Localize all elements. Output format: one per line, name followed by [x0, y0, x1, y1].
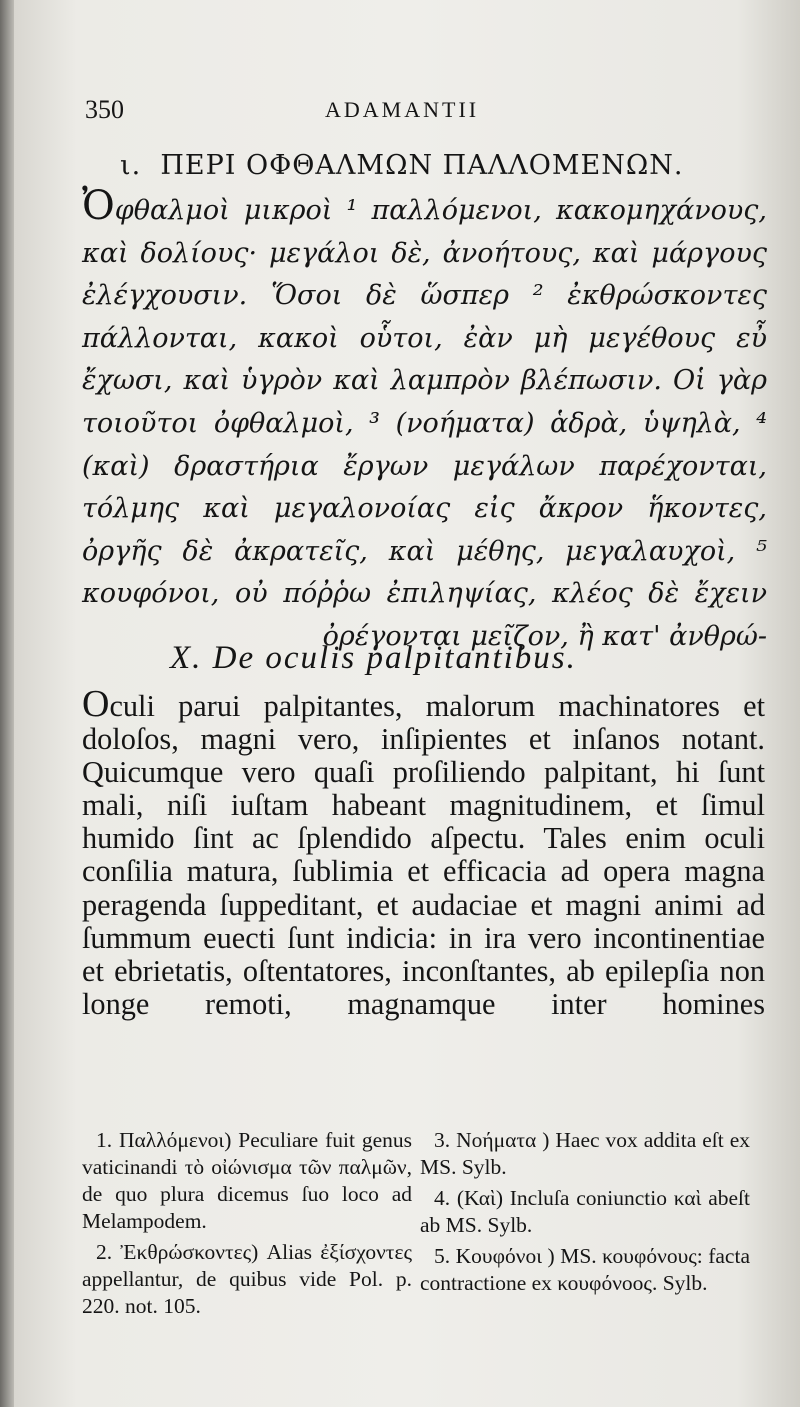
running-head — [85, 95, 735, 127]
latin-text: culi parui palpitantes, malorum machinatores et doloſos, magni vero, inſipientes et inſanos notant. Quicumque vero quaſi proſiliendo palpitant, hi ſunt mali, niſi iuſtam habeant magnitudinem, et ſimul humido ſint ac ſplendido aſpectu. Tales enim oculi conſilia matura, ſublimia et efficacia ad opera magna peragenda ſuppeditant, et audaciae et magni animi ad ſummum euecti ſunt indicia: in ira vero incontinentiae et ebrietatis, oſtentatores, inconſtantes, ab epilepſia non longe remoti, magnamque inter homines — [82, 689, 765, 1021]
running-title: ADAMANTII — [325, 97, 480, 122]
greek-paragraph — [82, 183, 767, 659]
footnotes-right-column — [420, 1127, 750, 1301]
greek-dropcap: Ὀ — [82, 183, 115, 229]
section-heading-greek — [120, 150, 740, 181]
latin-paragraph — [82, 683, 765, 1021]
footnotes-left-column — [82, 1127, 412, 1324]
footnote-2: 2. Ἐκθρώσκοντες) Alias ἐξίσχοντες appellantur, de quibus vide Pol. p. 220. not. 105. — [82, 1240, 412, 1318]
footnote-1: 1. Παλλόμενοι) Peculiare fuit genus vaticinandi τὸ οἰώνισμα τῶν παλμῶν, de quo plura dicemus ſuo loco ad Melampodem. — [82, 1128, 412, 1233]
section-title: ΠΕΡΙ ΟΦΘΑΛΜΩΝ ΠΑΛΛΟΜΕΝΩΝ. — [160, 150, 684, 181]
latin-dropcap: O — [82, 683, 110, 725]
book-gutter — [0, 0, 14, 1407]
footnote-4: 4. (Καὶ) Incluſa coniunctio καὶ abeſt ab MS. Sylb. — [420, 1186, 750, 1237]
greek-text: φθαλμοὶ μικροὶ ¹ παλλόμενοι, κακομηχάνους, καὶ δολίους· μεγάλοι δὲ, ἀνοήτους, καὶ μάργους ἐλέγχουσιν. Ὅσοι δὲ ὥσπερ ² ἐκθρώσκοντες πάλλονται, κακοὶ οὗτοι, ἐὰν μὴ μεγέθους εὖ ἔχωσι, καὶ ὑγρὸν καὶ λαμπρὸν βλέπωσιν. Οἱ γὰρ τοιοῦτοι ὀφθαλμοὶ, ³ (νοήματα) ἁδρὰ, ὑψηλὰ, ⁴ (καὶ) δραστήρια ἔργων μεγάλων παρέχονται, τόλμης καὶ μεγαλονοίας εἰς ἄκρον ἥκοντες, ὀργῆς δὲ ἀκρατεῖς, καὶ μέθης, μεγαλαυχοὶ, ⁵ κουφόνοι, οὐ πόῤῥω ἐπιληψίας, κλέος δὲ ἔχειν ὀρέγονται μεῖζον, ἢ κατ' ἀνθρώ- — [82, 195, 767, 652]
section-number: ι. — [120, 150, 142, 181]
footnote-3: 3. Νοήματα ) Haec vox addita eſt ex MS. Sylb. — [420, 1128, 750, 1179]
latin-heading: X. De oculis palpitantibus. — [170, 640, 577, 676]
footnote-5: 5. Κουφόνοι ) MS. κουφόνους: facta contractione ex κουφόνοος. Sylb. — [420, 1244, 750, 1295]
page-number: 350 — [85, 95, 124, 124]
